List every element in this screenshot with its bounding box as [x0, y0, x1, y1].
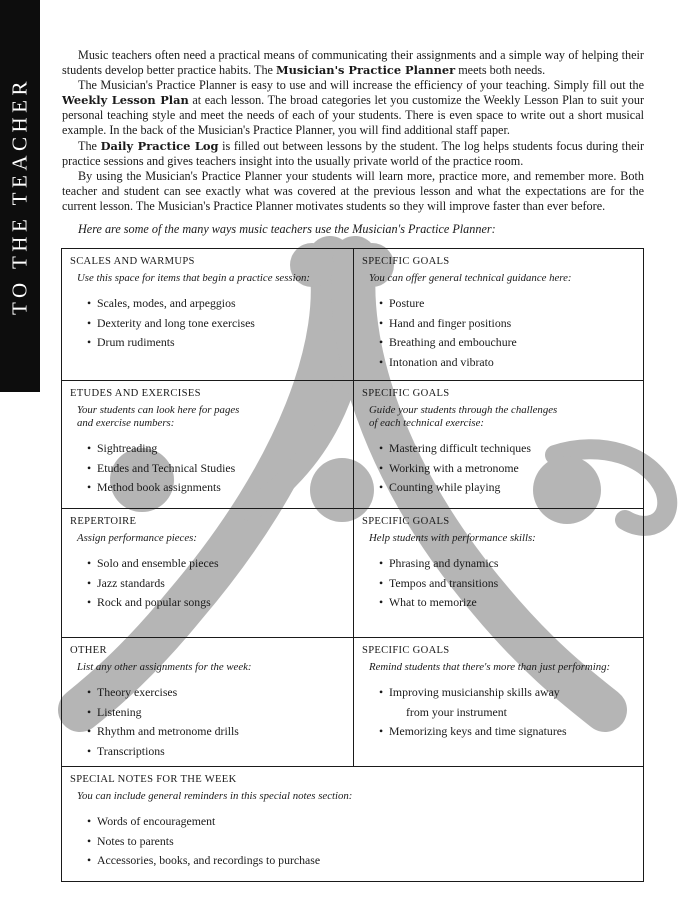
list-item: • What to memorize [379, 593, 635, 613]
other-cell [62, 638, 353, 766]
weekly-lesson-plan-term: Weekly Lesson Plan [62, 93, 189, 108]
list-item: • Improving musicianship skills away [379, 683, 635, 703]
side-tab-label: TO THE TEACHER [7, 76, 32, 316]
intro-paragraph-4: By using the Musician's Practice Planner your students will learn more, practice more, and remember more. Both teacher and student can see exactly what was covered at the previous lesson and what the expectations are for the current lesson. The Musician's Practice Planner motivates students so they will improve faster than ever before. [62, 168, 644, 213]
cell-description: Your students can look here for pages and exercise numbers: [77, 404, 240, 429]
etudes-exercises-cell [62, 381, 353, 508]
cell-description: Remind students that there's more than just performing: [369, 661, 611, 673]
intro-paragraph-2: The Musician's Practice Planner is easy to use and will increase the efficiency of your teaching. Simply fill out the Weekly Lesson Plan at each lesson. The broad categories let you customize the Weekly Lesson Plan to suit your personal teaching style and meet the needs of each of your students. There is even space to write out a short musical example. In the back of the Musician's Practice Planner, you will find additional staff paper. [62, 78, 644, 138]
cell-title: SPECIFIC GOALS [362, 645, 450, 656]
cell-description: Assign performance pieces: [77, 532, 197, 544]
list-item: • Words of encouragement [87, 812, 635, 832]
list-item: • Posture [379, 294, 635, 314]
cell-description: List any other assignments for the week: [77, 661, 252, 673]
list-item: • Solo and ensemble pieces [87, 554, 345, 574]
cell-title: SPECIFIC GOALS [362, 388, 450, 399]
product-name: Musician's Practice Planner [276, 63, 456, 78]
intro-paragraph-1: Music teachers often need a practical means of communicating their assignments and a simple way of helping their students develop better practice habits. The Musician's Practice Planner meets both needs. [62, 48, 644, 78]
cell-title: OTHER [70, 645, 107, 656]
list-item-continuation: from your instrument [406, 704, 507, 719]
cell-description: Guide your students through the challenges of each technical exercise: [369, 404, 558, 429]
daily-practice-log-term: Daily Practice Log [100, 138, 219, 153]
list-item: • Scales, modes, and arpeggios [87, 294, 345, 314]
list-item: • Intonation and vibrato [379, 353, 635, 373]
list-item: • Jazz standards [87, 574, 345, 594]
list-item: • Accessories, books, and recordings to purchase [87, 851, 635, 871]
cell-title: SPECIAL NOTES FOR THE WEEK [70, 774, 237, 785]
cell-description: You can offer general technical guidance here: [369, 272, 572, 284]
special-notes-cell [62, 767, 643, 881]
lesson-plan-examples-grid [61, 248, 644, 882]
cell-title: SPECIFIC GOALS [362, 256, 450, 267]
list-item: • Listening [87, 703, 345, 723]
list-item: • Rhythm and metronome drills [87, 722, 345, 742]
specific-goals-cell-4 [354, 638, 643, 766]
list-item: • Memorizing keys and time signatures [379, 722, 635, 742]
specific-goals-cell-2 [354, 381, 643, 508]
list-item: • Phrasing and dynamics [379, 554, 635, 574]
list-item: • Theory exercises [87, 683, 345, 703]
cell-description: Help students with performance skills: [369, 532, 536, 544]
cell-description: Use this space for items that begin a practice session: [77, 272, 311, 284]
list-item: • Tempos and transitions [379, 574, 635, 594]
list-item: • Etudes and Technical Studies [87, 459, 345, 479]
list-item: • Rock and popular songs [87, 593, 345, 613]
intro-paragraph-3: The Daily Practice Log is filled out between lessons by the student. The log helps students focus during their practice sessions and gives teachers insight into the usually private world of the practice room. [62, 138, 645, 168]
cell-description: You can include general reminders in this special notes section: [77, 790, 353, 802]
list-item: • Drum rudiments [87, 333, 345, 353]
list-item: • Hand and finger positions [379, 314, 635, 334]
list-item: • Notes to parents [87, 832, 635, 852]
list-item: • Mastering difficult techniques [379, 439, 635, 459]
list-item: • Method book assignments [87, 478, 345, 498]
cell-title: SCALES AND WARMUPS [70, 256, 195, 267]
repertoire-cell [62, 509, 353, 637]
cell-title: SPECIFIC GOALS [362, 516, 450, 527]
list-item: • Sightreading [87, 439, 345, 459]
cell-title: ETUDES AND EXERCISES [70, 388, 201, 399]
scales-warmups-cell [62, 249, 353, 380]
cell-title: REPERTOIRE [70, 516, 137, 527]
specific-goals-cell-3 [354, 509, 643, 637]
list-item: • Counting while playing [379, 478, 635, 498]
specific-goals-cell-1 [354, 249, 643, 380]
list-item: • Dexterity and long tone exercises [87, 314, 345, 334]
intro-lead: Here are some of the many ways music teachers use the Musician's Practice Planner: [78, 222, 496, 237]
list-item: • Transcriptions [87, 742, 345, 762]
list-item: • Breathing and embouchure [379, 333, 635, 353]
list-item: • Working with a metronome [379, 459, 635, 479]
